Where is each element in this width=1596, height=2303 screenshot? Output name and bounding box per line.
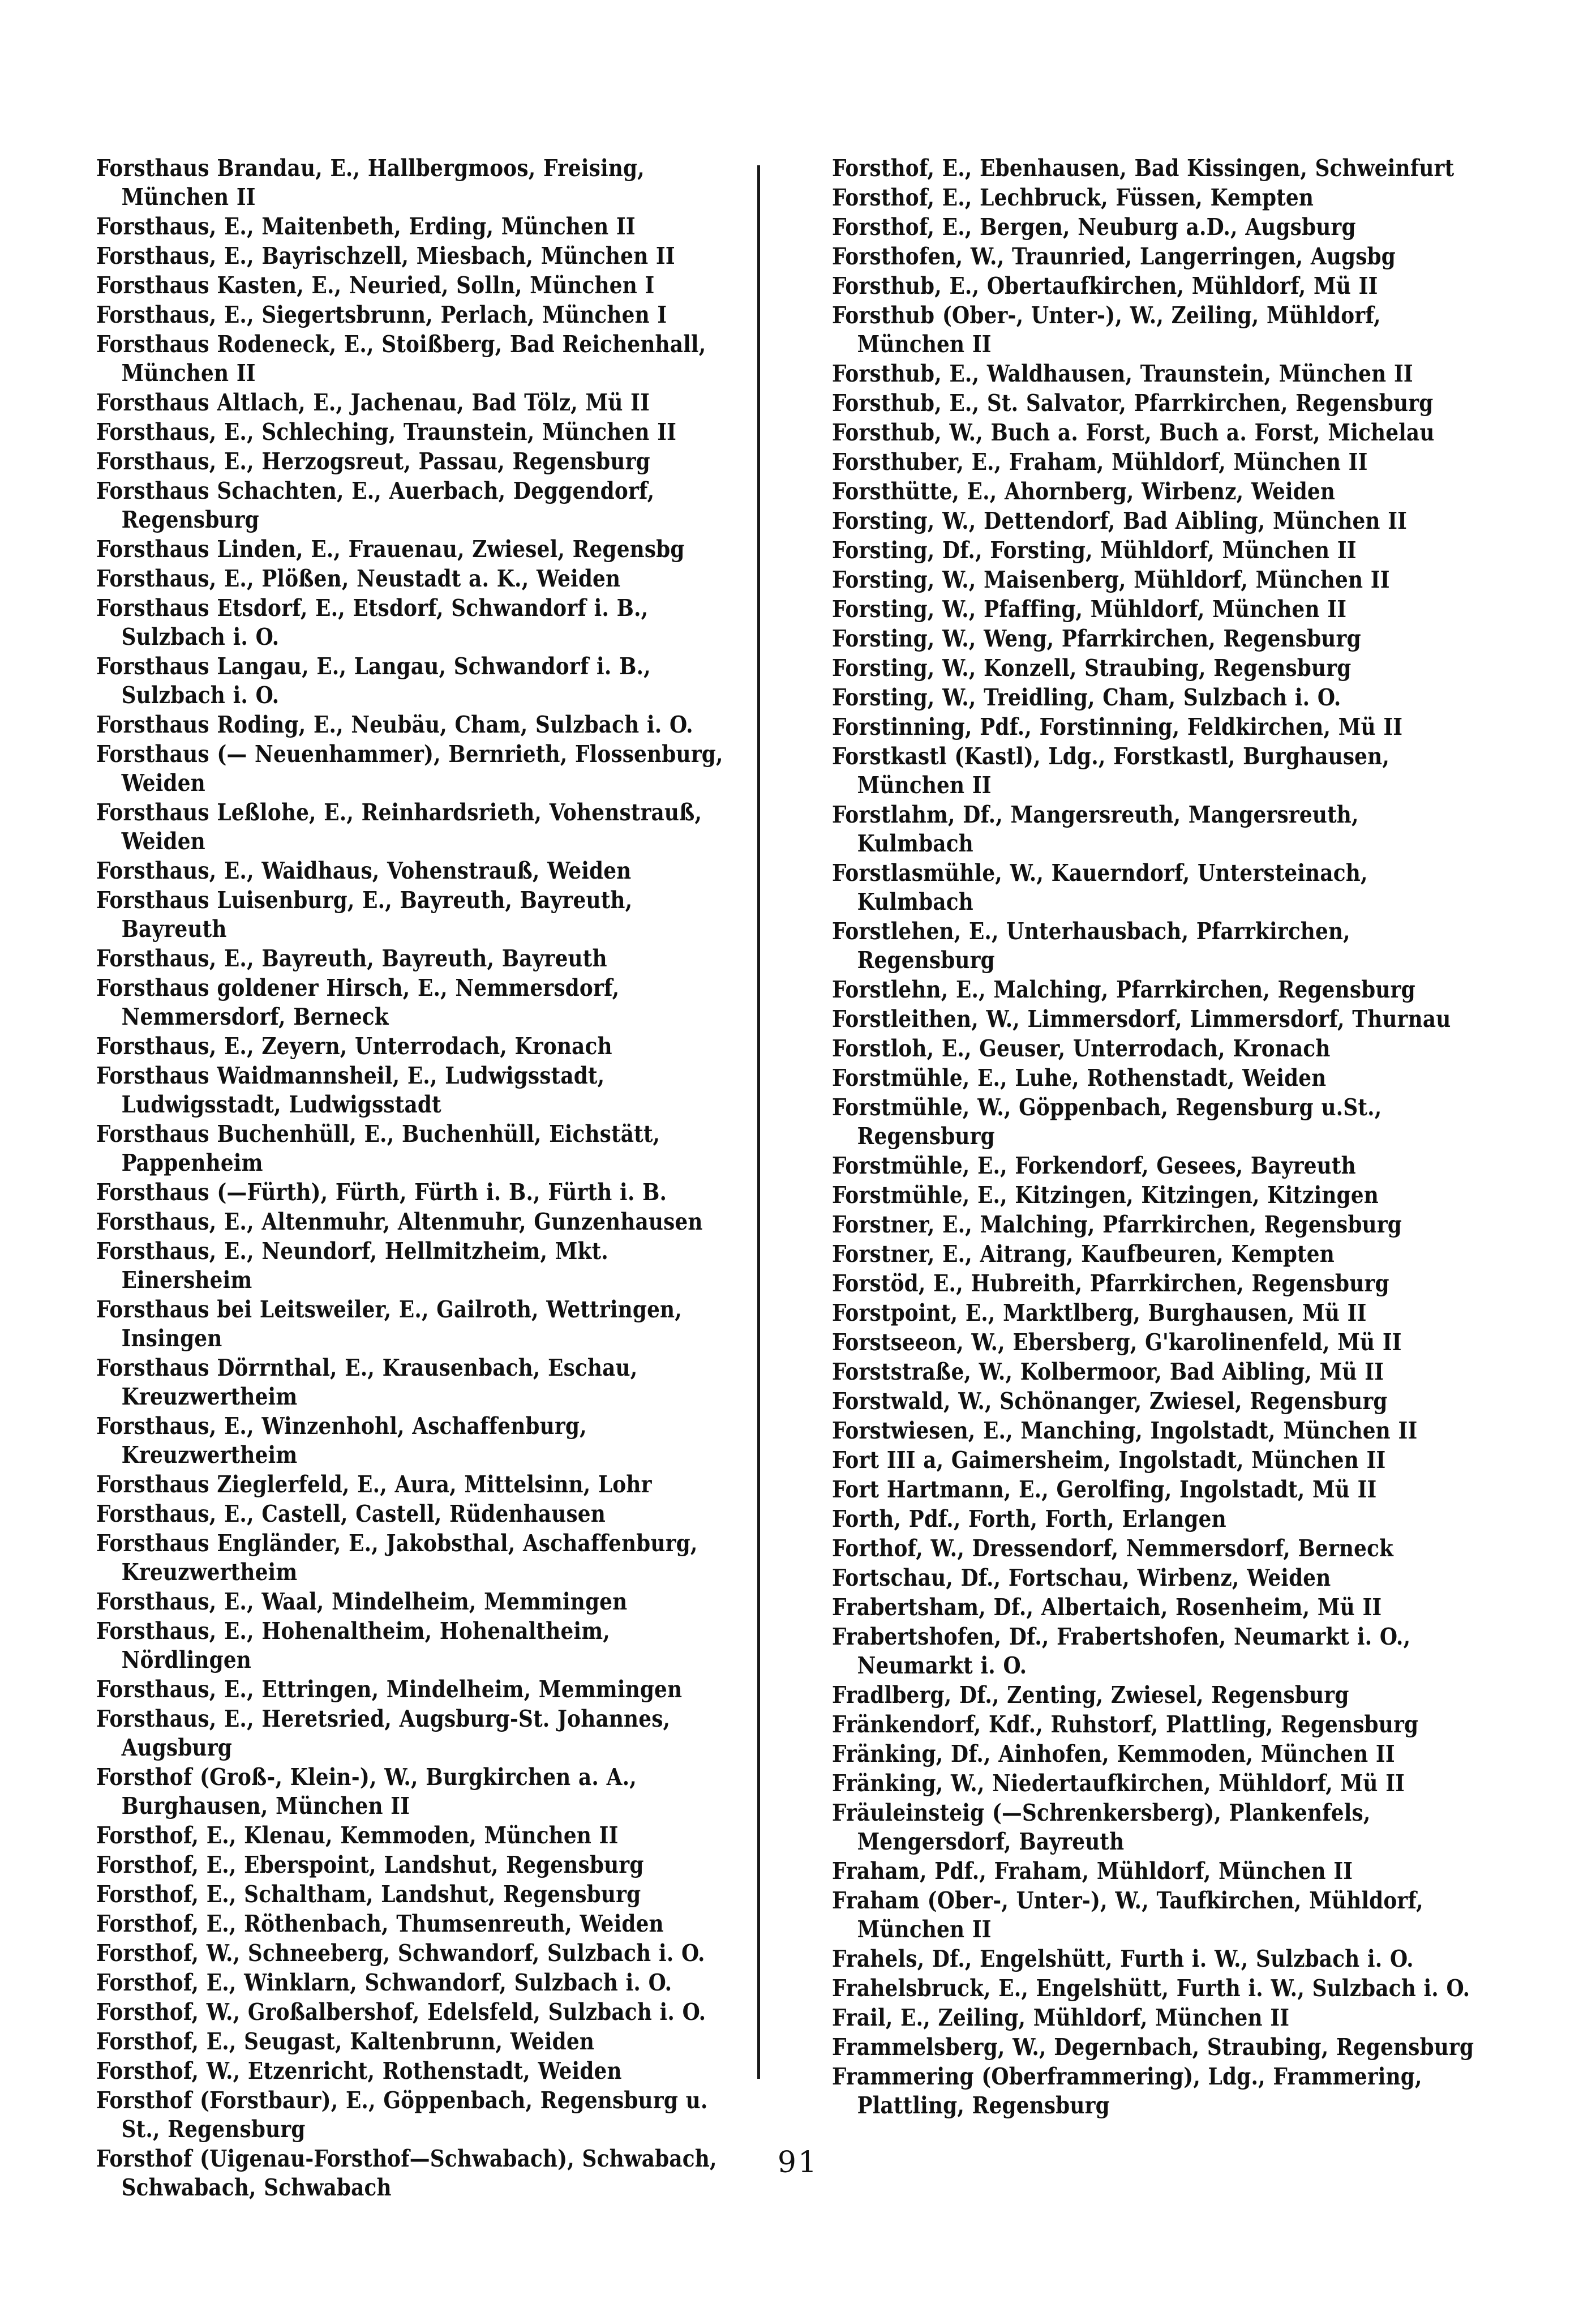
gazetteer-entry: Forsthof, E., Klenau, Kemmoden, München II — [96, 1822, 619, 1849]
gazetteer-entry: Frabertshofen, Df., Frabertshofen, Neumarkt i. O., Neumarkt i. O. — [832, 1623, 1411, 1679]
gazetteer-entry: Forsthaus Buchenhüll, E., Buchenhüll, Eichstätt, Pappenheim — [96, 1120, 660, 1176]
gazetteer-entry: Forsthaus, E., Neundorf, Hellmitzheim, Mkt. Einersheim — [96, 1238, 608, 1294]
gazetteer-entry: Forsthub, E., St. Salvator, Pfarrkirchen, Regensburg — [832, 389, 1434, 417]
gazetteer-entry: Forstner, E., Malching, Pfarrkirchen, Regensburg — [832, 1211, 1402, 1238]
gazetteer-entry: Forsthub, W., Buch a. Forst, Buch a. Forst, Michelau — [832, 419, 1435, 446]
gazetteer-entry: Forsthaus, E., Schleching, Traunstein, München II — [96, 418, 677, 446]
gazetteer-entry: Forsthaus Kasten, E., Neuried, Solln, München I — [96, 272, 655, 299]
gazetteer-entry: Forstkastl (Kastl), Ldg., Forstkastl, Burghausen, München II — [832, 743, 1390, 799]
gazetteer-entry: Forsting, Df., Forsting, Mühldorf, München II — [832, 537, 1357, 564]
gazetteer-entry: Forsthaus Altlach, E., Jachenau, Bad Tölz, Mü II — [96, 389, 650, 416]
gazetteer-entry: Forsting, W., Konzell, Straubing, Regensburg — [832, 654, 1352, 682]
gazetteer-entry: Frahels, Df., Engelshütt, Furth i. W., Sulzbach i. O. — [832, 1945, 1414, 1972]
gazetteer-entry: Forstwald, W., Schönanger, Zwiesel, Regensburg — [832, 1388, 1388, 1415]
gazetteer-entry: Forstlehn, E., Malching, Pfarrkirchen, Regensburg — [832, 976, 1415, 1003]
gazetteer-entry: Forsthofen, W., Traunried, Langerringen, Augsbg — [832, 243, 1396, 270]
gazetteer-entry: Fränking, Df., Ainhofen, Kemmoden, München II — [832, 1740, 1395, 1767]
gazetteer-entry: Forsthof, W., Etzenricht, Rothenstadt, Weiden — [96, 2057, 622, 2084]
gazetteer-entry: Forsthaus, E., Heretsried, Augsburg-St. Johannes, Augsburg — [96, 1705, 671, 1761]
gazetteer-entry: Fort Hartmann, E., Gerolfing, Ingolstadt, Mü II — [832, 1476, 1377, 1503]
gazetteer-entry: Forsthub, E., Waldhausen, Traunstein, München II — [832, 360, 1413, 387]
gazetteer-entry: Forsthaus, E., Herzogsreut, Passau, Regensburg — [96, 448, 650, 475]
gazetteer-entry: Forsthof (Groß-, Klein-), W., Burgkirchen a. A., Burghausen, München II — [96, 1763, 637, 1820]
gazetteer-entry: Forsthaus Luisenburg, E., Bayreuth, Bayreuth, Bayreuth — [96, 887, 633, 943]
gazetteer-entry: Forsthof, W., Schneeberg, Schwandorf, Sulzbach i. O. — [96, 1940, 705, 1967]
gazetteer-entry: Forsthof, E., Lechbruck, Füssen, Kempten — [832, 184, 1314, 211]
gazetteer-entry: Fräuleinsteig (—Schrenkersberg), Plankenfels, Mengersdorf, Bayreuth — [832, 1799, 1371, 1855]
gazetteer-entry: Forsthof, E., Winklarn, Schwandorf, Sulzbach i. O. — [96, 1969, 672, 1996]
gazetteer-entry: Forsthaus Etsdorf, E., Etsdorf, Schwandorf i. B., Sulzbach i. O. — [96, 594, 649, 650]
gazetteer-entry: Forstmühle, E., Luhe, Rothenstadt, Weiden — [832, 1064, 1327, 1091]
gazetteer-entry: Fraham, Pdf., Fraham, Mühldorf, München II — [832, 1857, 1353, 1885]
gazetteer-entry: Forsting, W., Maisenberg, Mühldorf, München II — [832, 566, 1390, 593]
gazetteer-entry: Fränkendorf, Kdf., Ruhstorf, Plattling, Regensburg — [832, 1711, 1419, 1738]
gazetteer-entry: Forsthaus bei Leitsweiler, E., Gailroth, Wettringen, Insingen — [96, 1296, 682, 1352]
gazetteer-entry: Forstner, E., Aitrang, Kaufbeuren, Kempten — [832, 1240, 1335, 1268]
gazetteer-entry: Forstmühle, E., Kitzingen, Kitzingen, Kitzingen — [832, 1182, 1379, 1209]
gazetteer-entry: Forsthof, E., Ebenhausen, Bad Kissingen, Schweinfurt — [832, 155, 1455, 182]
gazetteer-entry: Forsthaus goldener Hirsch, E., Nemmersdorf, Nemmersdorf, Berneck — [96, 974, 620, 1030]
gazetteer-entry: Forsthof, W., Großalbershof, Edelsfeld, Sulzbach i. O. — [96, 1998, 706, 2026]
gazetteer-entry: Forsthub (Ober-, Unter-), W., Zeiling, Mühldorf, München II — [832, 302, 1381, 358]
gazetteer-entry: Forsthaus (— Neuenhammer), Bernrieth, Flossenburg, Weiden — [96, 740, 723, 797]
gazetteer-entry: Fradlberg, Df., Zenting, Zwiesel, Regensburg — [832, 1681, 1349, 1709]
gazetteer-entry: Frahelsbruck, E., Engelshütt, Furth i. W., Sulzbach i. O. — [832, 1975, 1470, 2002]
gazetteer-entry: Forstwiesen, E., Manching, Ingolstadt, München II — [832, 1417, 1418, 1444]
gazetteer-entry: Forsting, W., Weng, Pfarrkirchen, Regensburg — [832, 625, 1361, 652]
left-column — [96, 154, 764, 2203]
gazetteer-entry: Forstmühle, E., Forkendorf, Gesees, Bayreuth — [832, 1152, 1356, 1179]
gazetteer-entry: Forsthaus Linden, E., Frauenau, Zwiesel, Regensbg — [96, 536, 685, 563]
gazetteer-entry: Forsthaus Schachten, E., Auerbach, Deggendorf, Regensburg — [96, 477, 655, 533]
gazetteer-entry: Forsthaus Rodeneck, E., Stoißberg, Bad Reichenhall, München II — [96, 331, 706, 387]
gazetteer-entry: Fränking, W., Niedertaufkirchen, Mühldorf, Mü II — [832, 1770, 1405, 1797]
gazetteer-entry: Forthof, W., Dressendorf, Nemmersdorf, Berneck — [832, 1535, 1394, 1562]
gazetteer-entry: Forstseeon, W., Ebersberg, G'karolinenfeld, Mü II — [832, 1329, 1402, 1356]
gazetteer-entry: Forstleithen, W., Limmersdorf, Limmersdorf, Thurnau — [832, 1005, 1451, 1033]
gazetteer-entry: Forstmühle, W., Göppenbach, Regensburg u.St., Regensburg — [832, 1094, 1382, 1150]
gazetteer-entry: Frail, E., Zeiling, Mühldorf, München II — [832, 2004, 1290, 2031]
gazetteer-entry: Forsthof, E., Seugast, Kaltenbrunn, Weiden — [96, 2028, 595, 2055]
gazetteer-entry: Forsthaus, E., Waal, Mindelheim, Memmingen — [96, 1588, 628, 1615]
gazetteer-entry: Forsthaus, E., Siegertsbrunn, Perlach, München I — [96, 301, 667, 328]
gazetteer-entry: Forsthaus Leßlohe, E., Reinhardsrieth, Vohenstrauß, Weiden — [96, 799, 702, 855]
gazetteer-entry: Forsting, W., Treidling, Cham, Sulzbach i. O. — [832, 684, 1341, 711]
gazetteer-entry: Fraham (Ober-, Unter-), W., Taufkirchen, Mühldorf, München II — [832, 1887, 1423, 1943]
gazetteer-entry: Fort III a, Gaimersheim, Ingolstadt, München II — [832, 1446, 1386, 1474]
gazetteer-entry: Forststraße, W., Kolbermoor, Bad Aibling, Mü II — [832, 1358, 1384, 1385]
gazetteer-entry: Forsthaus, E., Bayreuth, Bayreuth, Bayreuth — [96, 945, 607, 972]
gazetteer-entry: Forsthaus, E., Castell, Castell, Rüdenhausen — [96, 1500, 606, 1527]
gazetteer-entry: Forstinning, Pdf., Forstinning, Feldkirchen, Mü II — [832, 713, 1403, 740]
gazetteer-entry: Forsthaus Roding, E., Neubäu, Cham, Sulzbach i. O. — [96, 711, 693, 738]
gazetteer-entry: Forsthaus Dörrnthal, E., Krausenbach, Eschau, Kreuzwertheim — [96, 1354, 638, 1410]
gazetteer-entry: Forsthuber, E., Fraham, Mühldorf, München II — [832, 448, 1368, 476]
page-number: 91 — [777, 2146, 819, 2180]
gazetteer-entry: Forsting, W., Pfaffing, Mühldorf, München II — [832, 596, 1347, 623]
gazetteer-entry: Forsthaus, E., Maitenbeth, Erding, München II — [96, 213, 636, 240]
gazetteer-entry: Forstöd, E., Hubreith, Pfarrkirchen, Regensburg — [832, 1270, 1389, 1297]
gazetteer-entry: Forsting, W., Dettendorf, Bad Aibling, München II — [832, 507, 1408, 534]
gazetteer-entry: Forsthof, E., Bergen, Neuburg a.D., Augsburg — [832, 213, 1356, 241]
gazetteer-entry: Forstloh, E., Geuser, Unterrodach, Kronach — [832, 1035, 1331, 1062]
gazetteer-entry: Forsthaus Waidmannsheil, E., Ludwigsstadt, Ludwigsstadt, Ludwigsstadt — [96, 1062, 605, 1118]
gazetteer-entry: Forstlahm, Df., Mangersreuth, Mangersreuth, Kulmbach — [832, 801, 1359, 857]
gazetteer-entry: Forsthaus, E., Plößen, Neustadt a. K., Weiden — [96, 565, 621, 592]
gazetteer-entry: Forsthaus Zieglerfeld, E., Aura, Mittelsinn, Lohr — [96, 1471, 652, 1498]
gazetteer-entry: Forsthütte, E., Ahornberg, Wirbenz, Weiden — [832, 478, 1336, 505]
gazetteer-entry: Forstlasmühle, W., Kauerndorf, Untersteinach, Kulmbach — [832, 859, 1368, 915]
gazetteer-entry: Forstlehen, E., Unterhausbach, Pfarrkirchen, Regensburg — [832, 918, 1350, 974]
gazetteer-entry: Forsthof, E., Schaltham, Landshut, Regensburg — [96, 1881, 641, 1908]
gazetteer-entry: Forsthaus Langau, E., Langau, Schwandorf i. B., Sulzbach i. O. — [96, 653, 651, 709]
gazetteer-entry: Forstpoint, E., Marktlberg, Burghausen, Mü II — [832, 1299, 1367, 1326]
gazetteer-entry: Forsthaus, E., Zeyern, Unterrodach, Kronach — [96, 1033, 612, 1060]
gazetteer-entry: Forsthof, E., Eberspoint, Landshut, Regensburg — [96, 1851, 644, 1878]
gazetteer-entry: Fortschau, Df., Fortschau, Wirbenz, Weiden — [832, 1564, 1331, 1591]
gazetteer-entry: Frabertsham, Df., Albertaich, Rosenheim, Mü II — [832, 1594, 1382, 1621]
right-column — [832, 154, 1500, 2121]
gazetteer-entry: Forsthaus, E., Altenmuhr, Altenmuhr, Gunzenhausen — [96, 1208, 703, 1235]
gazetteer-entry: Forsthub, E., Obertaufkirchen, Mühldorf, Mü II — [832, 272, 1378, 299]
gazetteer-entry: Forsthaus Engländer, E., Jakobsthal, Aschaffenburg, Kreuzwertheim — [96, 1530, 698, 1586]
gazetteer-entry: Forsthaus, E., Bayrischzell, Miesbach, München II — [96, 242, 675, 269]
gazetteer-entry: Frammering (Oberframmering), Ldg., Frammering, Plattling, Regensburg — [832, 2063, 1422, 2119]
gazetteer-entry: Forsthaus, E., Hohenaltheim, Hohenaltheim, Nördlingen — [96, 1617, 610, 1673]
gazetteer-entry: Forsthaus, E., Winzenhohl, Aschaffenburg, Kreuzwertheim — [96, 1412, 587, 1469]
gazetteer-entry: Frammelsberg, W., Degernbach, Straubing, Regensburg — [832, 2034, 1474, 2061]
gazetteer-entry: Forsthaus (—Fürth), Fürth, Fürth i. B., Fürth i. B. — [96, 1179, 667, 1206]
gazetteer-entry: Forth, Pdf., Forth, Forth, Erlangen — [832, 1505, 1226, 1533]
gazetteer-entry: Forsthof (Forstbaur), E., Göppenbach, Regensburg u. St., Regensburg — [96, 2087, 708, 2143]
gazetteer-entry: Forsthof (Uigenau-Forsthof—Schwabach), Schwabach, Schwabach, Schwabach — [96, 2145, 717, 2201]
gazetteer-entry: Forsthaus, E., Waidhaus, Vohenstrauß, Weiden — [96, 857, 632, 884]
gazetteer-entry: Forsthaus, E., Ettringen, Mindelheim, Memmingen — [96, 1676, 683, 1703]
gazetteer-entry: Forsthof, E., Röthenbach, Thumsenreuth, Weiden — [96, 1910, 664, 1937]
gazetteer-entry: Forsthaus Brandau, E., Hallbergmoos, Freising, München II — [96, 155, 645, 211]
